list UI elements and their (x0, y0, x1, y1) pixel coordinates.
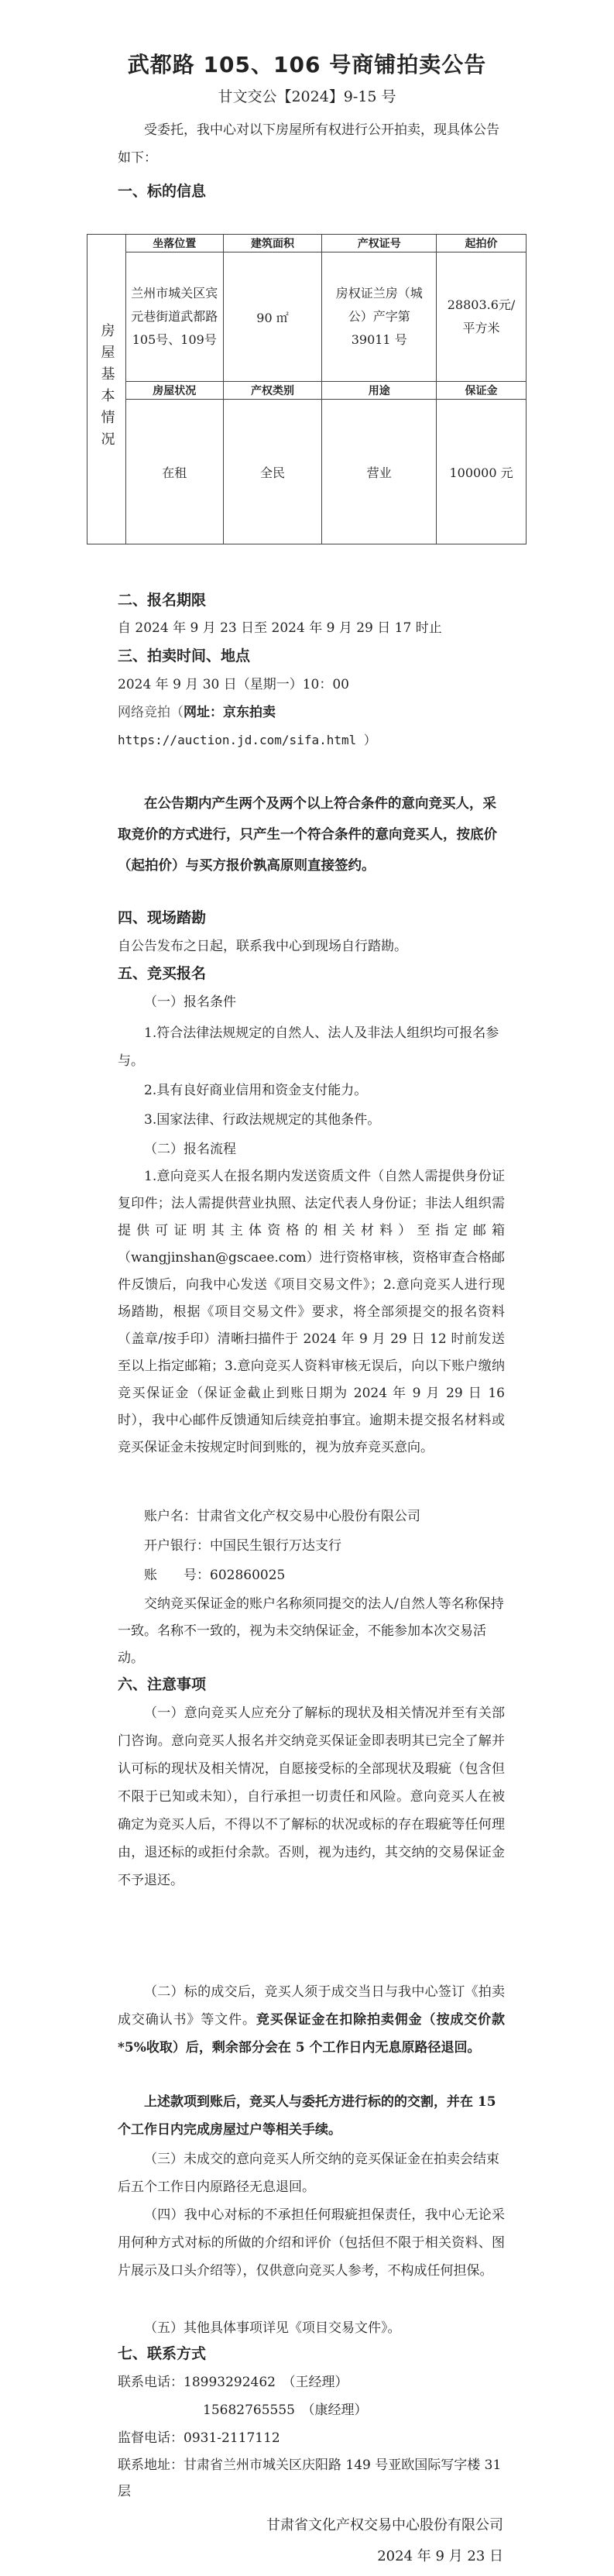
section-3-heading: 三、拍卖时间、地点 (118, 647, 251, 665)
table-header-status: 房屋状况 (125, 382, 223, 400)
notice-item-5: （五）其他具体事项详见《项目交易文件》。 (144, 2320, 401, 2336)
auction-time: 2024 年 9 月 30 日（星期一）10：00 (118, 677, 349, 692)
page-title: 武都路 105、106 号商铺拍卖公告 (127, 52, 487, 77)
footer-organization: 甘肃省文化产权交易中心股份有限公司 (266, 2517, 503, 2533)
notice-item-1: （一）意向竞买人应充分了解标的现状及相关情况并至有关部门咨询。意向竞买人报名并交纳竞买保证金即表明其已完全了解并认可标的现状及相关情况，自愿接受标的全部现状及瑕疵（包含但不限于已知或未知），自行承担一切责任和风险。意向竞买人在被确定为竞买人后，不得以不了解标的状况或标的存在瑕疵等任何理由，退还标的或拒付余款。否则，视为违约，其交纳的交易保证金不予退还。 (118, 1705, 505, 1888)
auction-platform-label: 网址：京东拍卖 (184, 705, 276, 720)
table-cell-area: 90 ㎡ (223, 252, 322, 382)
account-name: 账户名：甘肃省文化产权交易中心股份有限公司 (144, 1509, 420, 1524)
auction-url-link[interactable]: https://auction.jd.com/sifa.html ） (118, 733, 376, 747)
section-7-heading: 七、联系方式 (118, 2345, 207, 2362)
site-visit-text: 自公告发布之日起，联系我中心到现场自行踏勘。 (118, 939, 407, 954)
supervision-phone: 监督电话：0931-2117112 (118, 2430, 280, 2446)
doc-number: 甘文交公【2024】9-15 号 (218, 88, 396, 105)
notice-transfer-terms: 上述款项到账后，竞买人与委托方进行标的的交割，并在 15 个工作日内完成房屋过户等相关手续。 (118, 2094, 496, 2138)
intro-paragraph: 受委托，我中心对以下房屋所有权进行公开拍卖，现具体公告如下： (118, 122, 499, 166)
table-cell-ownership: 全民 (223, 400, 322, 544)
notice-item-2-text: （二）标的成交后，竞买人须于成交当日与我中心签订《拍卖成交确认书》等文件。 (118, 1984, 505, 2028)
notice-item-2 (118, 1978, 505, 2062)
registration-process-text: 1.意向竞买人在报名期内发送资质文件（自然人需提供身份证复印件；法人需提供营业执照、法定代表人身份证；非法人组织需提供可证明其主体资格的相关材料）至指定邮箱（wangjinshan@gscaee.com）进行资格审核，资格审查合格邮件反馈后，向我中心发送《项目交易文件》；2.意向竞买人进行现场踏勘，根据《项目交易文件》要求，将全部须提交的报名资料（盖章/按手印）清晰扫描件于 2024 年 9 月 29 日 12 时前发送至以上指定邮箱；3.意向竞买人资料审核无误后，向以下账户缴纳竞买保证金（保证金截止到账日期为 2024 年 9 月 29 日 16 时），我中心邮件反馈通知后续竞拍事宜。逾期未提交报名材料或竞买保证金未按规定时间到账的，视为放弃竞买意向。 (118, 1169, 505, 1455)
section-1-heading: 一、标的信息 (118, 183, 207, 200)
account-bank: 开户银行：中国民生银行万达支行 (144, 1538, 341, 1554)
table-header-area: 建筑面积 (223, 235, 322, 252)
registration-conditions-heading: （一）报名条件 (144, 994, 236, 1010)
table-cell-location: 兰州市城关区宾元巷街道武都路105号、109号 (125, 252, 223, 382)
table-cell-cert: 房权证兰房（城公）产字第 39011 号 (322, 252, 437, 382)
table-header-usage: 用途 (322, 382, 437, 400)
property-info-table (87, 234, 527, 544)
account-number: 账 号：602860025 (144, 1568, 286, 1583)
table-cell-usage: 营业 (322, 400, 437, 544)
table-cell-deposit: 100000 元 (437, 400, 527, 544)
account-note: 交纳竞买保证金的账户名称须同提交的法人/自然人等名称保持一致。名称不一致的，视为未交纳保证金，不能参加本次交易活动。 (118, 1596, 504, 1666)
condition-3: 3.国家法律、行政法规规定的其他条件。 (144, 1112, 381, 1128)
section-5-heading: 五、竞买报名 (118, 965, 207, 982)
contact-phone-1: 联系电话：18993292462 （王经理） (118, 2375, 348, 2390)
section-4-heading: 四、现场踏勘 (118, 909, 207, 926)
notice-item-3: （三）未成交的意向竞买人所交纳的竞买保证金在拍卖会结束后五个工作日内原路径无息退回。 (118, 2152, 499, 2195)
table-header-location: 坐落位置 (125, 235, 223, 252)
condition-1: 1.符合法律法规规定的自然人、法人及非法人组织均可报名参与。 (118, 1025, 499, 1069)
bidding-rule-notice: 在公告期内产生两个及两个以上符合条件的意向竞买人，采取竞价的方式进行，只产生一个符合条件的意向竞买人，按底价（起拍价）与买方报价孰高原则直接签约。 (118, 796, 497, 874)
table-cell-start-price: 28803.6元/平方米 (437, 252, 527, 382)
table-cell-status: 在租 (125, 400, 223, 544)
condition-2: 2.具有良好商业信用和资金支付能力。 (144, 1083, 368, 1098)
table-side-label: 房屋基本情况 (87, 235, 126, 544)
table-header-start-price: 起拍价 (437, 235, 527, 252)
notice-item-4: （四）我中心对标的不承担任何瑕疵担保责任，我中心无论采用何种方式对标的所做的介绍和评价（包括但不限于相关资料、图片展示及口头介绍等），仅供意向竞买人参考，不构成任何担保。 (118, 2207, 505, 2279)
table-header-ownership: 产权类别 (223, 382, 322, 400)
table-header-deposit: 保证金 (437, 382, 527, 400)
table-header-cert: 产权证号 (322, 235, 437, 252)
section-2-heading: 二、报名期限 (118, 592, 207, 609)
registration-process-heading: （二）报名流程 (144, 1142, 236, 1157)
contact-phone-2: 15682765555 （康经理） (203, 2403, 368, 2418)
section-6-heading: 六、注意事项 (118, 1676, 207, 1693)
notice-item-2-deposit-return: 竞买保证金在扣除拍卖佣金（按成交价款*5%收取）后，剩余部分会在 5 个工作日内无息原路径退回。 (118, 2012, 506, 2056)
auction-platform: 网络竞拍（网址：京东拍卖 (118, 705, 276, 720)
registration-period: 自 2024 年 9 月 23 日至 2024 年 9 月 29 日 17 时止 (118, 620, 442, 636)
footer-date: 2024 年 9 月 23 日 (377, 2548, 503, 2564)
contact-address: 联系地址：甘肃省兰州市城关区庆阳路 149 号亚欧国际写字楼 31 层 (118, 2458, 502, 2499)
